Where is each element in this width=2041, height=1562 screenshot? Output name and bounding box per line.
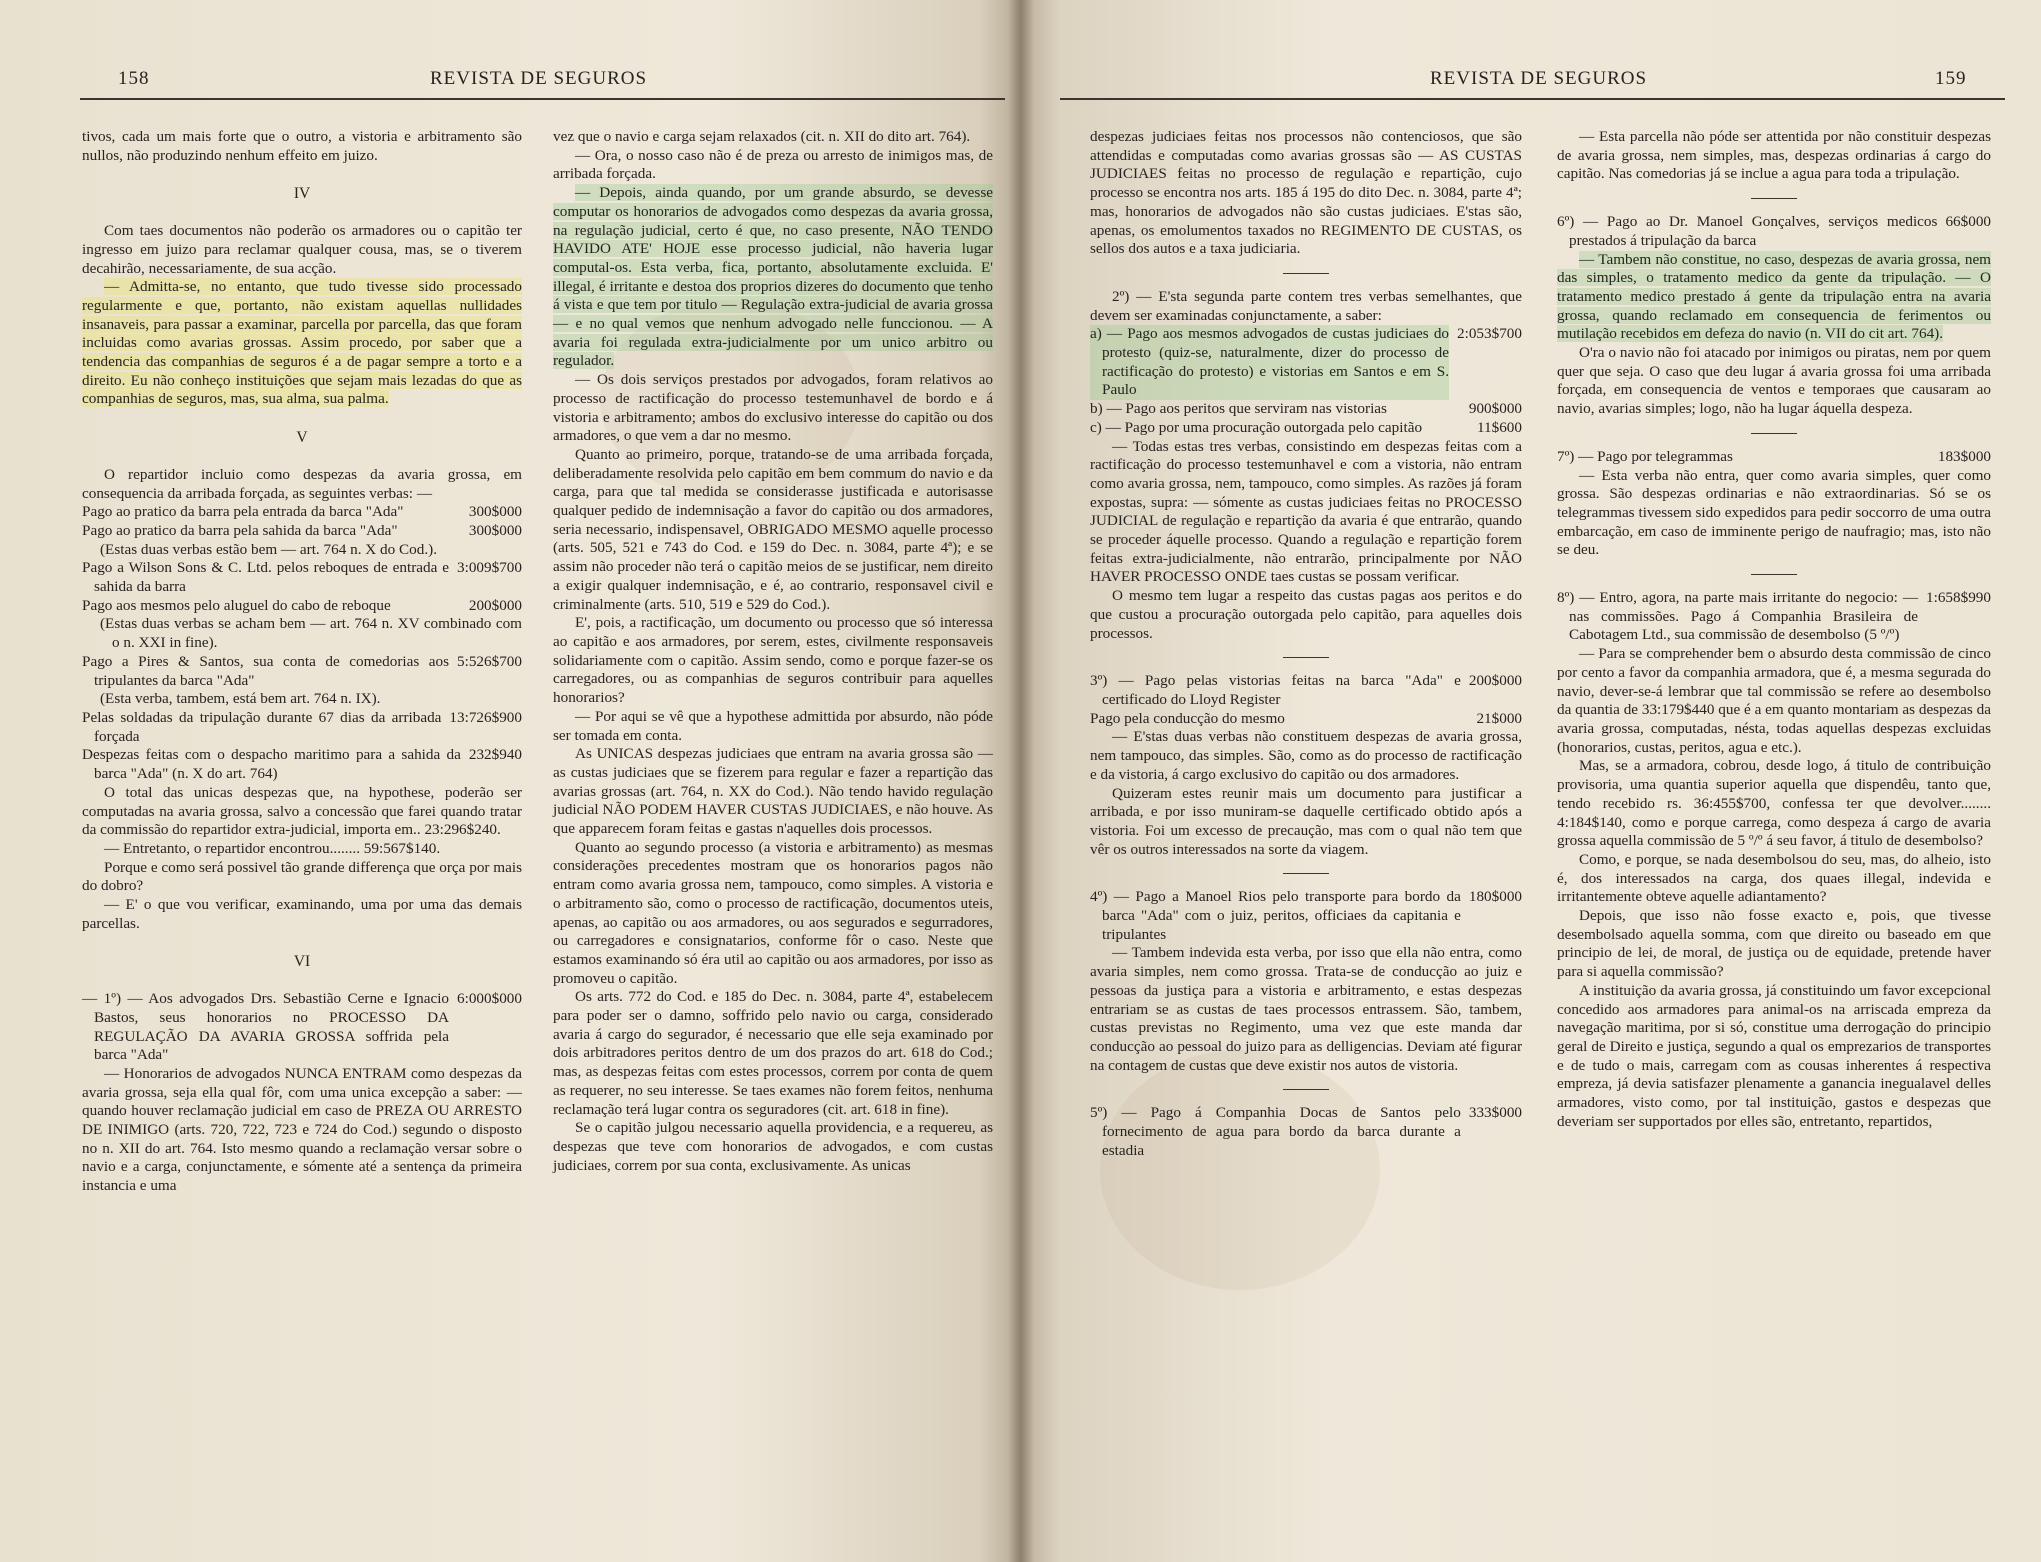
left-page-header — [0, 68, 1010, 98]
paragraph — [553, 184, 993, 371]
section-heading: VI — [293, 953, 311, 971]
paragraph: — Entretanto, o repartidor encontrou........ 59:567$140. — [104, 839, 441, 857]
expense-desc: 4º) — Pago a Manoel Rios pelo transporte para bordo da barca "Ada" com o juiz, peritos, officiaes da capitania e tripulantes — [1090, 888, 1461, 943]
paragraph: E', pois, a ractificação, um documento ou processo que só interessa ao capitão e aos armadores, por serem, estes, civilmente responsaveis solidariamente com o capitão. Assim sendo, como e porque fazer-se os carregadores, ou as companhias de seguros contribuir para aquelles honorarios? — [553, 614, 993, 707]
right-page-header — [1020, 68, 2041, 98]
expense-desc: (Esta verba, tambem, está bem art. 764 n. IX). — [100, 690, 381, 708]
separator-rule — [1751, 198, 1797, 199]
expense-note — [82, 541, 522, 560]
expense-desc: 3º) — Pago pelas vistorias feitas na barca "Ada" e certificado do Lloyd Register — [1090, 672, 1461, 708]
paragraph: Os arts. 772 do Cod. e 185 do Dec. n. 3084, parte 4ª, estabelecem para poder ser o damno, soffrido pelo navio ou carga, considerado avaria á cargo do segurador, é necessario que elle seja examinado por dois arbitradores peritos dentro de um dos prazos do art. 618 do Cod.; mas, as despezas feitas com estes processos, correm por conta de quem as requerer, no seu interesse. Se taes exames não forem feitos, nenhuma reclamação terá lugar contra os seguradores (cit. art. 618 in fine). — [553, 988, 993, 1118]
paragraph: O repartidor incluio como despezas da avaria grossa, em consequencia da arribada forçada, as seguintes verbas: — — [82, 465, 522, 502]
expense-item — [82, 503, 522, 522]
expense-desc: 8º) — Entro, agora, na parte mais irritante do negocio: — nas commissões. Pago á Companhia Brasileira de Cabotagem Ltd., sua commissão de desembolso (5 º/º) — [1557, 589, 1919, 644]
expense-item — [1557, 589, 1991, 645]
expense-item — [1090, 888, 1522, 944]
expense-value: 5:526$700 — [457, 652, 522, 670]
expense-value: 6:000$000 — [457, 990, 522, 1008]
highlighted-text: — Depois, ainda quando, por um grande absurdo, se devesse computar os honorarios de advogados como despezas da avaria grossa, na regulação judicial, certo é que, no caso presente, NÃO TENDO HAVIDO ATE' HOJE esse processo judicial, não haveria lugar computal-os. Esta verba, fica, portanto, absolutamente excluida. E' illegal, é irritante e destoa dos proprios dizeres do documento que tenho á vista e que tem por titulo — Regulação extra-judicial de avaria grossa — e no qual vemos que nenhum advogado nelle funccionou. — A avaria foi regulada extra-judicialmente por um unico arbitro ou regulador. — [553, 184, 993, 370]
paragraph: 2º) — E'sta segunda parte contem tres verbas semelhantes, que devem ser examinadas conjunctamente, a saber: — [1090, 287, 1522, 324]
expense-desc: Pago ao pratico da barra pela entrada da barca "Ada" — [82, 503, 404, 521]
expense-item — [82, 522, 522, 541]
separator-rule — [1283, 657, 1329, 658]
left-page — [0, 0, 1020, 1562]
paragraph: — E'stas duas verbas não constituem despezas de avaria grossa, nem tampouco, das simples. São, como as do processo de ractificação e da vistoria, á cargo exclusivo do capitão ou dos armadores. — [1090, 728, 1522, 783]
expense-value: 2:053$700 — [1457, 325, 1522, 343]
expense-item — [1090, 325, 1522, 400]
expense-value: 300$000 — [468, 503, 522, 521]
paragraph: vez que o navio e carga sejam relaxados (cit. n. XII do dito art. 764). — [553, 128, 971, 145]
expense-item — [1557, 213, 1991, 250]
expense-desc: Pago pela conducção do mesmo — [1090, 709, 1285, 727]
paragraph: — Honorarios de advogados NUNCA ENTRAM como despezas da avaria grossa, seja ella qual fôr, com uma unica excepção a saber: — quando houver reclamação judicial em caso de PREZA OU ARRESTO DE INIMIGO (arts. 720, 722, 723 e 724 do Cod.) segundo o disposto no n. XII do art. 764. Isto mesmo quando a reclamação versar sobre o navio e a carga, conjunctamente, e sómente até a sentença da primeira instancia e uma — [82, 1064, 522, 1195]
expense-item — [82, 990, 522, 1065]
expense-value: 66$000 — [1945, 213, 1991, 231]
expense-item — [1090, 400, 1522, 419]
paragraph: despezas judiciaes feitas nos processos não contenciosos, que são attendidas e computadas como avarias grossas são — AS CUSTAS JUDICIAES feitas no processo de regulação e repartição, cujo processo se encontra nos arts. 185 á 195 do dito Dec. n. 3084, parte 4ª; mas, honorarios de advogados não são custas judiciaes. E'stas são, apenas, os emolumentos taxados no REGIMENTO DE CUSTAS, os sellos dos autos e a taxa judiciaria. — [1090, 128, 1522, 258]
paragraph: O'ra o navio não foi atacado por inimigos ou piratas, nem por quem quer que seja. O caso que deu lugar á avaria grossa foi uma arribada forçada, em consequencia de ventos e temporaes que causaram ao navio, avarias simples; logo, não ha lugar áquella despeza. — [1557, 344, 1991, 418]
expense-value: 232$940 — [468, 746, 522, 764]
expense-value: 900$000 — [1468, 400, 1522, 418]
expense-desc: Pelas soldadas da tripulação durante 67 dias da arribada forçada — [82, 708, 442, 745]
expense-value: 300$000 — [468, 521, 522, 539]
left-page-column-2 — [553, 128, 993, 1175]
running-head: REVISTA DE SEGUROS — [430, 68, 648, 89]
paragraph: — Ora, o nosso caso não é de preza ou arresto de inimigos mas, de arribada forçada. — [553, 146, 993, 183]
expense-item — [82, 559, 522, 596]
highlighted-text: — Tambem não constitue, no caso, despezas de avaria grossa, nem das simples, o tratamento medico da gente da tripulação. — O tratamento medico prestado á gente da tripulação entra na avaria grossa, quando reclamado em consequencia de ferimentos ou mutilação recebidos em defeza do navio (n. VII do cit art. 764). — [1557, 250, 1991, 343]
paragraph — [82, 278, 522, 409]
expense-desc: — 1º) — Aos advogados Drs. Sebastião Cerne e Ignacio Bastos, seus honorarios no PROCESSO DA REGULAÇÃO DA AVARIA GROSSA soffrida pela barca "Ada" — [82, 990, 450, 1064]
expense-value: 333$000 — [1468, 1104, 1522, 1122]
page-number: 159 — [1935, 68, 1967, 89]
expense-item — [1090, 710, 1522, 729]
running-head: REVISTA DE SEGUROS — [1430, 68, 1648, 89]
separator-rule — [1283, 873, 1329, 874]
separator-rule — [1751, 574, 1797, 575]
separator-rule — [1283, 1089, 1329, 1090]
header-rule — [1060, 98, 2005, 100]
highlighted-text: — Admitta-se, no entanto, que tudo tivesse sido processado regularmente e que, portanto, não existam aquellas nullidades insanaveis, para passar a examinar, parcella por parcella, das que foram incluidas como avarias grossas. Assim procedo, por saber que a tendencia das companhias de seguros é a de pagar sempre a torto e a direito. Eu não conheço instituições que sejam mais lezadas do que as companhias de seguros, mas, sua alma, sua palma. — [82, 278, 522, 408]
book-gutter — [1008, 0, 1034, 1562]
paragraph: Depois, que isso não fosse exacto e, pois, que tivesse desembolsado aquella somma, com que direito ou baseado em que principio de lei, de moral, de justiça ou de equidade, pretende haver para si aquella commissão? — [1557, 907, 1991, 981]
header-rule — [80, 98, 1005, 100]
paragraph: tivos, cada um mais forte que o outro, a vistoria e arbitramento são nullos, não produzindo nenhum effeito em juizo. — [82, 128, 522, 164]
paragraph: O mesmo tem lugar a respeito das custas pagas aos peritos e do que custou a procuração outorgada pelo capitão, para aquelles dois processos. — [1090, 587, 1522, 642]
expense-desc: a) — Pago aos mesmos advogados de custas judiciaes do protesto (quiz-se, naturalmente, dizer do processo de ractificação do protesto) e vistorias em Santos e em S. Paulo — [1090, 325, 1450, 399]
left-page-column-1 — [82, 128, 522, 1196]
paragraph: — Por aqui se vê que a hypothese admittida por absurdo, não póde ser tomada em conta. — [553, 707, 993, 744]
expense-desc: (Estas duas verbas se acham bem — art. 764 n. XV combinado com o n. XXI in fine). — [100, 615, 522, 652]
expense-item — [82, 653, 522, 690]
separator-rule — [1751, 433, 1797, 434]
paragraph: Porque e como será possivel tão grande differença que orça por mais do dobro? — [82, 858, 522, 895]
paragraph — [1557, 251, 1991, 345]
paragraph: Quanto ao primeiro, porque, tratando-se de uma arribada forçada, deliberadamente resolvida pelo capitão em bem commum do navio e da carga, para que tal medida se considerasse justificada e autorisasse qualquer pedido de indemnisação a favor do capitão ou dos armadores, seria necessario, indispensavel, OBRIGADO MESMO aquelle processo (arts. 505, 521 e 743 do Cod. e 159 do Dec. n. 3084, parte 4ª); e se assim não proceder não terá o capitão meios de se justificar, nem direito a exigir qualquer indemnisação, e é, ao contrario, responsavel civil e criminalmente (arts. 510, 519 e 529 do Cod.). — [553, 445, 993, 613]
expense-item — [1090, 672, 1522, 709]
expense-desc: Pago a Wilson Sons & C. Ltd. pelos reboques de entrada e sahida da barra — [82, 559, 450, 596]
paragraph: — Todas estas tres verbas, consistindo em despezas feitas com a ractificação do processo testemunhavel e com a vistoria, não entram como avaria grossa, nem, tampouco, como simples. As razões já foram expostas, supra: — sómente as custas judiciaes feitas no PROCESSO JUDICIAL de regulação e repartição da avaria é que entrarão, quando se proceder áquelle processo. Quando a regulação e repartição forem feitas extra-judicialmente, não entrarão, principalmente por NÃO HAVER PROCESSO ONDE taes custas se possam verificar. — [1090, 437, 1522, 586]
paragraph: — E' o que vou verificar, examinando, uma por uma das demais parcellas. — [82, 896, 522, 932]
expense-item — [82, 746, 522, 783]
expense-value: 1:658$990 — [1926, 589, 1991, 607]
section-heading: IV — [293, 185, 311, 203]
expense-desc: c) — Pago por uma procuração outorgada pelo capitão — [1090, 418, 1423, 436]
paragraph: Com taes documentos não poderão os armadores ou o capitão ter ingresso em juizo para reclamar qualquer cousa, mas, se o tiverem decahirão, necessariamente, de sua acção. — [82, 222, 522, 277]
expense-value: 180$000 — [1468, 888, 1522, 906]
paragraph: A instituição da avaria grossa, já constituindo um favor excepcional concedido aos armadores para animal-os na arriscada empreza da navegação maritima, por si só, constitue uma derrogação do principio geral de Direito e justiça, segundo a qual os emprezarios de transportes e de tudo o mais, carregam com as cousas inherentes á respectiva empreza, já devia satisfazer plenamente a ganancia inegualavel delles armadores, visto como, por tal instituição, gastos e despezas que deveriam ser supportados por elles são, entretanto, repartidos, — [1557, 981, 1991, 1130]
expense-desc: Pago aos mesmos pelo aluguel do cabo de reboque — [82, 596, 391, 614]
paragraph: Quanto ao segundo processo (a vistoria e arbitramento) as mesmas considerações precedentes mostram que os honorarios pagos não entram como avaria grossa nem, tampouco, como simples. A vistoria e o arbitramento são, como o processo de ractificação, documentos uteis, apenas, ao capitão ou aos armadores, ou aos segurados e segurradores, ou carregadores e consignatarios, conforme fôr o caso. Neste que estamos examinando só éra util ao capitão ou aos armadores, por isso as promoveu o capitão. — [553, 838, 993, 987]
page-number: 158 — [118, 68, 150, 89]
paragraph: — Tambem indevida esta verba, por isso que ella não entra, como avaria simples, nem como grossa. Trata-se de conducção ao juiz e pessoas da justiça para a vistoria e arbitramento, e estas despezas entrariam se as custas de taes processos entrassem. São, tambem, custas previstas no Regimento, uma vez que este manda dar conducção ao pessoal do juizo para as delligencias. Deviam até figurar na contagem de custas que deve existir nos autos de vistoria. — [1090, 944, 1522, 1074]
paragraph: — Esta parcella não póde ser attentida por não constituir despezas de avaria grossa, nem simples, mas, despezas ordinarias á cargo do capitão. Nas comedorias já se inclue a agua para toda a tripulação. — [1557, 128, 1991, 183]
expense-item — [82, 597, 522, 616]
expense-desc: (Estas duas verbas estão bem — art. 764 n. X do Cod.). — [100, 540, 438, 558]
right-page-column-1 — [1090, 128, 1522, 1160]
expense-desc: 5º) — Pago á Companhia Docas de Santos pelo fornecimento de agua para bordo da barca durante a estadia — [1090, 1104, 1461, 1159]
expense-desc: 6º) — Pago ao Dr. Manoel Gonçalves, serviços medicos prestados á tripulação da barca — [1557, 213, 1938, 249]
expense-value: 183$000 — [1937, 447, 1991, 465]
expense-item — [1557, 448, 1991, 467]
paragraph: — Os dois serviços prestados por advogados, foram relativos ao processo de ractificação do processo testemunhavel de bordo e á vistoria e arbitramento; ambos do exclusivo interesse do capitão ou dos armadores, o que vem a dar no mesmo. — [553, 371, 993, 445]
expense-item — [1090, 1104, 1522, 1160]
expense-value: 3:009$700 — [457, 559, 522, 577]
expense-note — [82, 615, 522, 652]
paragraph: — Para se comprehender bem o absurdo desta commissão de cinco por cento a favor da companhia armadora, que é, a mesma segurada do navio, dever-se-á lembrar que tal commissão se refere ao desembolso da quantia de 33:179$440 que é a em quanto montariam as despezas da avaria grossa, computadas, nésta, todas aquellas despezas excluidas (honorarios, custas, peritos, agua e etc.). — [1557, 645, 1991, 756]
expense-item — [82, 709, 522, 746]
expense-desc: 7º) — Pago por telegrammas — [1557, 447, 1733, 465]
section-heading: V — [296, 429, 308, 447]
separator-rule — [1283, 273, 1329, 274]
right-page-column-2 — [1557, 128, 1991, 1131]
expense-desc: b) — Pago aos peritos que serviram nas vistorias — [1090, 400, 1387, 418]
expense-item — [1090, 419, 1522, 438]
paragraph: As UNICAS despezas judiciaes que entram na avaria grossa são — as custas judiciaes que se fizerem para regular e fazer a repartição das avarias grossas (art. 764, n. XX do Cod.). Não tendo havido regulação judicial NÃO PODEM HAVER CUSTAS JUDICIAES, e não houve. As que apparecem foram feitas e gastas n'aquelles dois processos. — [553, 745, 993, 838]
expense-desc: Pago ao pratico da barra pela sahida da barca "Ada" — [82, 521, 398, 539]
paragraph: O total das unicas despezas que, na hypothese, poderão ser computadas na avaria grossa, salvo a concessão que farei quando tratar da commissão do repartidor extra-judicial, importa em.. 23:296$240. — [82, 783, 522, 839]
expense-desc: Despezas feitas com o despacho maritimo para a sahida da barca "Ada" (n. X do art. 764) — [82, 746, 461, 783]
right-page — [1020, 0, 2041, 1562]
paragraph: Como, e porque, se nada desembolsou do seu, mas, do alheio, isto é, dos interessados na carga, dos quaes illegal, indevida e irritantemente obteve aquelle adiantamento? — [1557, 850, 1991, 906]
expense-desc: Pago a Pires & Santos, sua conta de comedorias aos tripulantes da barca "Ada" — [82, 652, 450, 689]
expense-value: 200$000 — [468, 596, 522, 614]
paragraph: Se o capitão julgou necessario aquella providencia, e a requereu, as despezas que teve com honorarios de advogados, e com custas judiciaes, correm por sua conta, exclusivamente. As unicas — [553, 1119, 993, 1174]
expense-value: 13:726$900 — [449, 708, 522, 726]
paragraph: Quizeram estes reunir mais um documento para justificar a arribada, e por isso muniram-se daquelle certificado obtido após a vistoria. Foi um excesso de precaução, mas com o qual não tem que vêr os outros interessados na sorte da viagem. — [1090, 784, 1522, 858]
paragraph: Mas, se a armadora, cobrou, desde logo, á titulo de contribuição provisoria, uma quantia superior aquella que dispendêu, tanto que, tendo recebido rs. 36:455$700, confessa ter que devolver........ 4:184$140, como e porque carrega, como despeza á cargo de avaria grossa aquella commissão de 5 º/º á seu favor, á titulo de desembolso? — [1557, 757, 1991, 850]
expense-value: 21$000 — [1476, 709, 1522, 727]
paragraph: — Esta verba não entra, quer como avaria simples, quer como grossa. São despezas ordinarias e não extraordinarias. Só se os telegrammas tivessem sido expedidos para pedir soccorro de uma outra embarcação, em caso de imminente perigo de naufragio; mas, isto não se deu. — [1557, 466, 1991, 559]
expense-value: 11$600 — [1477, 418, 1522, 436]
expense-note — [82, 690, 522, 709]
expense-value: 200$000 — [1468, 672, 1522, 690]
